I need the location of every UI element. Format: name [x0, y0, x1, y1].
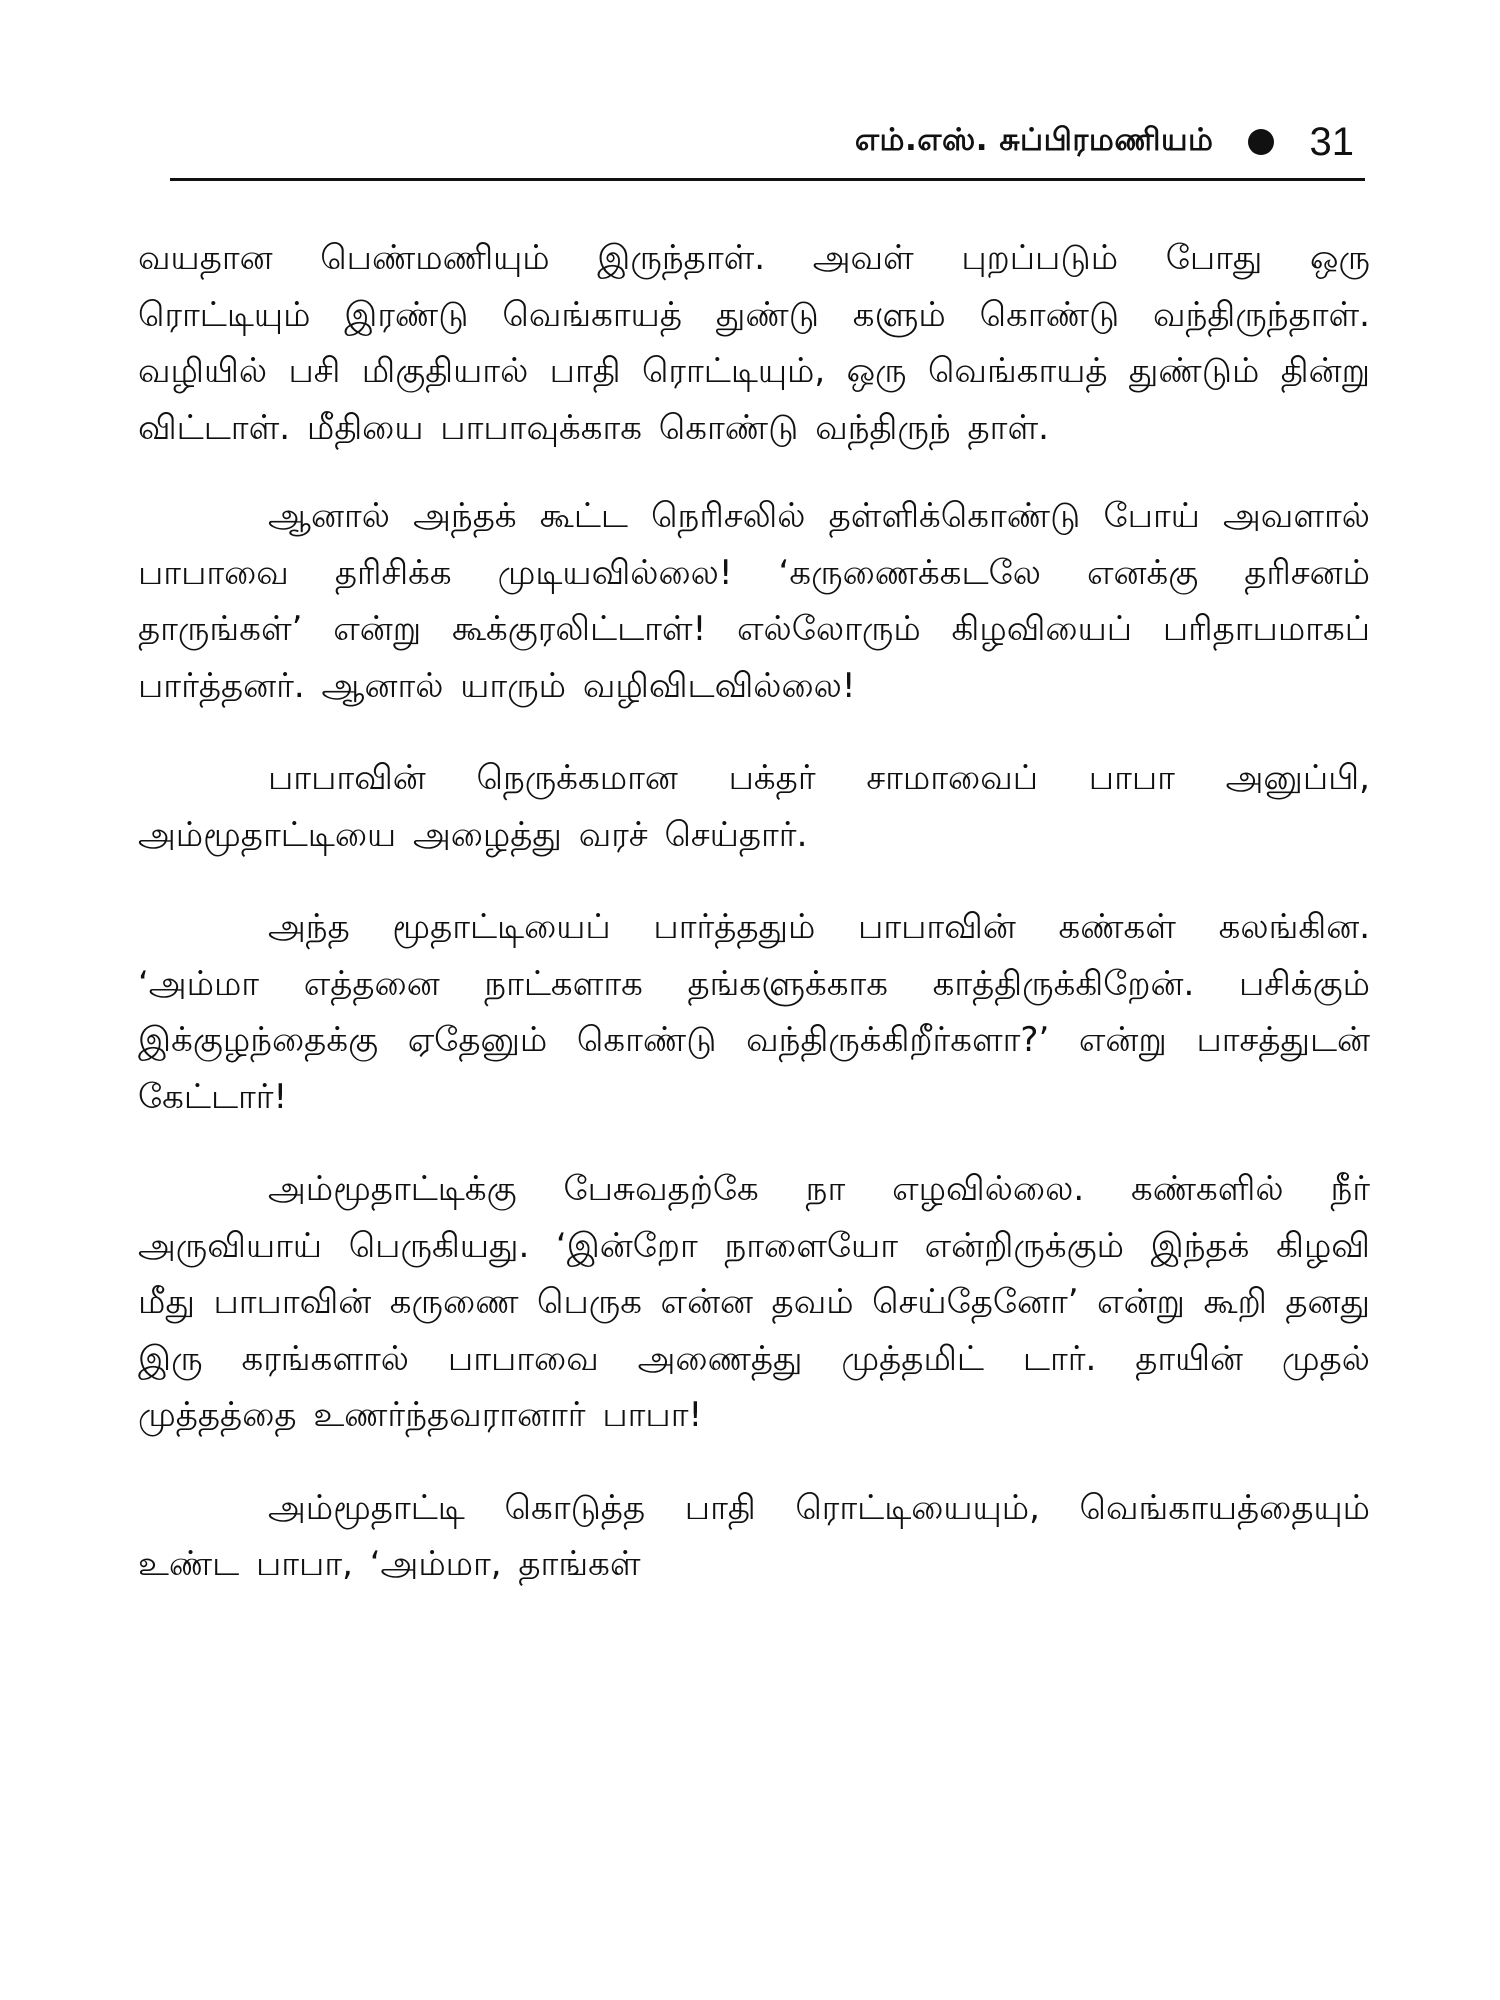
paragraph: ஆனால் அந்தக் கூட்ட நெரிசலில் தள்ளிக்கொண்டு போய் அவளால் பாபாவை தரிசிக்க முடியவில்லை! ‘கருணைக்கடலே எனக்கு தரிசனம் தாருங்கள்’ என்று கூக்குரலிட்டாள்! எல்லோரும் கிழவியைப் பரிதாபமாகப் பார்த்தனர். ஆனால் யாரும் வழிவிடவில்லை!: [138, 496, 1370, 706]
header-rule: [170, 178, 1365, 181]
bullet-separator: [1248, 129, 1274, 155]
page-number: 31: [1309, 119, 1354, 164]
paragraph: அந்த மூதாட்டியைப் பார்த்ததும் பாபாவின் கண்கள் கலங்கின. ‘அம்மா எத்தனை நாட்களாக தங்களுக்காக காத்திருக்கிறேன். பசிக்கும் இக்குழந்தைக்கு ஏதேனும் கொண்டு வந்திருக்கிறீர்களா?’ என்று பாசத்துடன் கேட்டார்!: [138, 907, 1370, 1117]
body-text: [138, 230, 1370, 1629]
paragraph: அம்மூதாட்டிக்கு பேசுவதற்கே நா எழவில்லை. கண்களில் நீர் அருவியாய் பெருகியது. ‘இன்றோ நாளையோ என்றிருக்கும் இந்தக் கிழவி மீது பாபாவின் கருணை பெருக என்ன தவம் செய்தேனோ’ என்று கூறி தனது இரு கரங்களால் பாபாவை அணைத்து முத்தமிட் டார். தாயின் முதல் முத்தத்தை உணர்ந்தவரானார் பாபா!: [138, 1169, 1370, 1435]
paragraph: பாபாவின் நெருக்கமான பக்தர் சாமாவைப் பாபா அனுப்பி, அம்மூதாட்டியை அழைத்து வரச் செய்தார்.: [138, 758, 1370, 855]
running-head: எம்.எஸ். சுப்பிரமணியம்: [854, 122, 1214, 158]
page-header: [170, 112, 1370, 172]
paragraph: அம்மூதாட்டி கொடுத்த பாதி ரொட்டியையும், வெங்காயத்தையும் உண்ட பாபா, ‘அம்மா, தாங்கள்: [138, 1487, 1370, 1584]
paragraph: வயதான பெண்மணியும் இருந்தாள். அவள் புறப்படும் போது ஒரு ரொட்டியும் இரண்டு வெங்காயத் துண்டு களும் கொண்டு வந்திருந்தாள். வழியில் பசி மிகுதியால் பாதி ரொட்டியும், ஒரு வெங்காயத் துண்டும் தின்று விட்டாள். மீதியை பாபாவுக்காக கொண்டு வந்திருந் தாள்.: [138, 238, 1370, 448]
